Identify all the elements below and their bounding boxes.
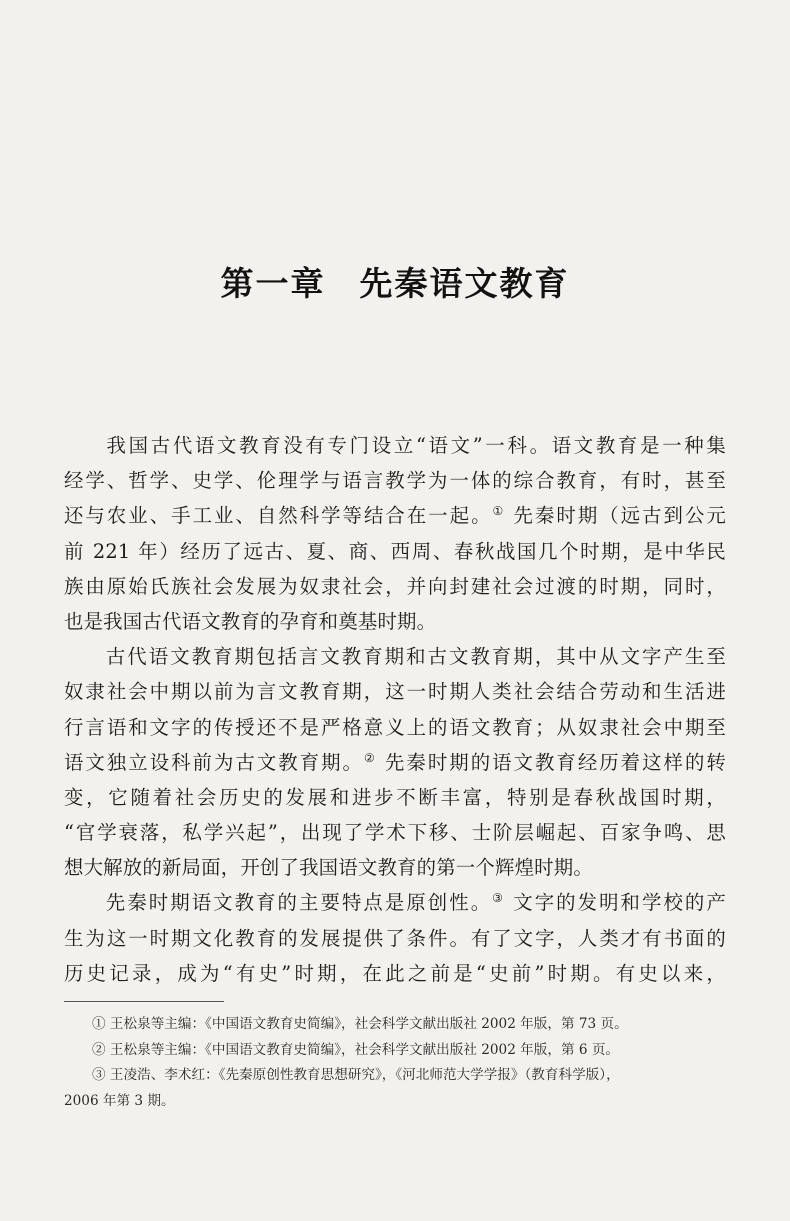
footnote-ref-2[interactable]: ② <box>363 750 377 765</box>
footnote-1: ① 王松泉等主编：《中国语文教育史简编》，社会科学文献出版社 2002 年版，第 73 页。 <box>92 1016 628 1032</box>
paragraph-2 <box>64 639 726 885</box>
footnote-ref-1[interactable]: ① <box>492 504 506 519</box>
paragraph-line: 变，它随着社会历史的发展和进步不断丰富，特别是春秋战国时期， <box>64 785 726 809</box>
paragraph-line: 先秦时期语文教育的主要特点是原创性。③ 文字的发明和学校的产 <box>104 891 726 915</box>
footnote-2: ② 王松泉等主编：《中国语文教育史简编》，社会科学文献出版社 2002 年版，第 6 页。 <box>92 1041 620 1058</box>
footnote-ref-3[interactable]: ③ <box>492 891 505 906</box>
paragraph-1 <box>64 428 726 639</box>
paragraph-line: 前 221 年）经历了远古、夏、商、西周、春秋战国几个时期，是中华民 <box>64 539 726 563</box>
paragraph-line: 历史记录，成为“有史”时期，在此之前是“史前”时期。有史以来， <box>64 961 726 985</box>
paragraph-line: “官学衰落，私学兴起”，出现了学术下移、士阶层崛起、百家争鸣、思 <box>64 821 726 845</box>
footnote-3: ③ 王凌浩、李术红：《先秦原创性教育思想研究》，《河北师范大学学报》（教育科学版）， <box>92 1067 620 1083</box>
paragraph-line: 语文独立设科前为古文教育期。② 先秦时期的语文教育经历着这样的转 <box>64 750 726 774</box>
paragraph-line: 也是我国古代语文教育的孕育和奠基时期。 <box>64 609 437 633</box>
footnotes <box>64 1012 726 1114</box>
footnote-divider <box>64 1001 224 1002</box>
footnote-3-continued: 2006 年第 3 期。 <box>64 1092 175 1109</box>
paragraph-line: 经学、哲学、史学、伦理学与语言教学为一体的综合教育，有时，甚至 <box>64 469 726 493</box>
paragraph-line: 奴隶社会中期以前为言文教育期，这一时期人类社会结合劳动和生活进 <box>64 680 726 704</box>
body-text <box>64 428 726 991</box>
paragraph-line: 还与农业、手工业、自然科学等结合在一起。① 先秦时期（远古到公元 <box>64 504 726 528</box>
paragraph-3 <box>64 885 726 991</box>
chapter-name: 先秦语文教育 <box>359 264 570 303</box>
paragraph-line: 族由原始氏族社会发展为奴隶社会，并向封建社会过渡的时期，同时， <box>64 574 726 598</box>
chapter-number: 第一章 <box>220 264 326 303</box>
paragraph-line: 想大解放的新局面，开创了我国语文教育的第一个辉煌时期。 <box>64 856 593 880</box>
paragraph-line: 我国古代语文教育没有专门设立“语文”一科。语文教育是一种集 <box>104 434 726 457</box>
paragraph-line: 古代语文教育期包括言文教育期和古文教育期，其中从文字产生至 <box>104 645 726 669</box>
chapter-title <box>0 258 790 305</box>
paragraph-line: 行言语和文字的传授还不是严格意义上的语文教育；从奴隶社会中期至 <box>64 715 726 739</box>
paragraph-line: 生为这一时期文化教育的发展提供了条件。有了文字，人类才有书面的 <box>64 926 726 950</box>
